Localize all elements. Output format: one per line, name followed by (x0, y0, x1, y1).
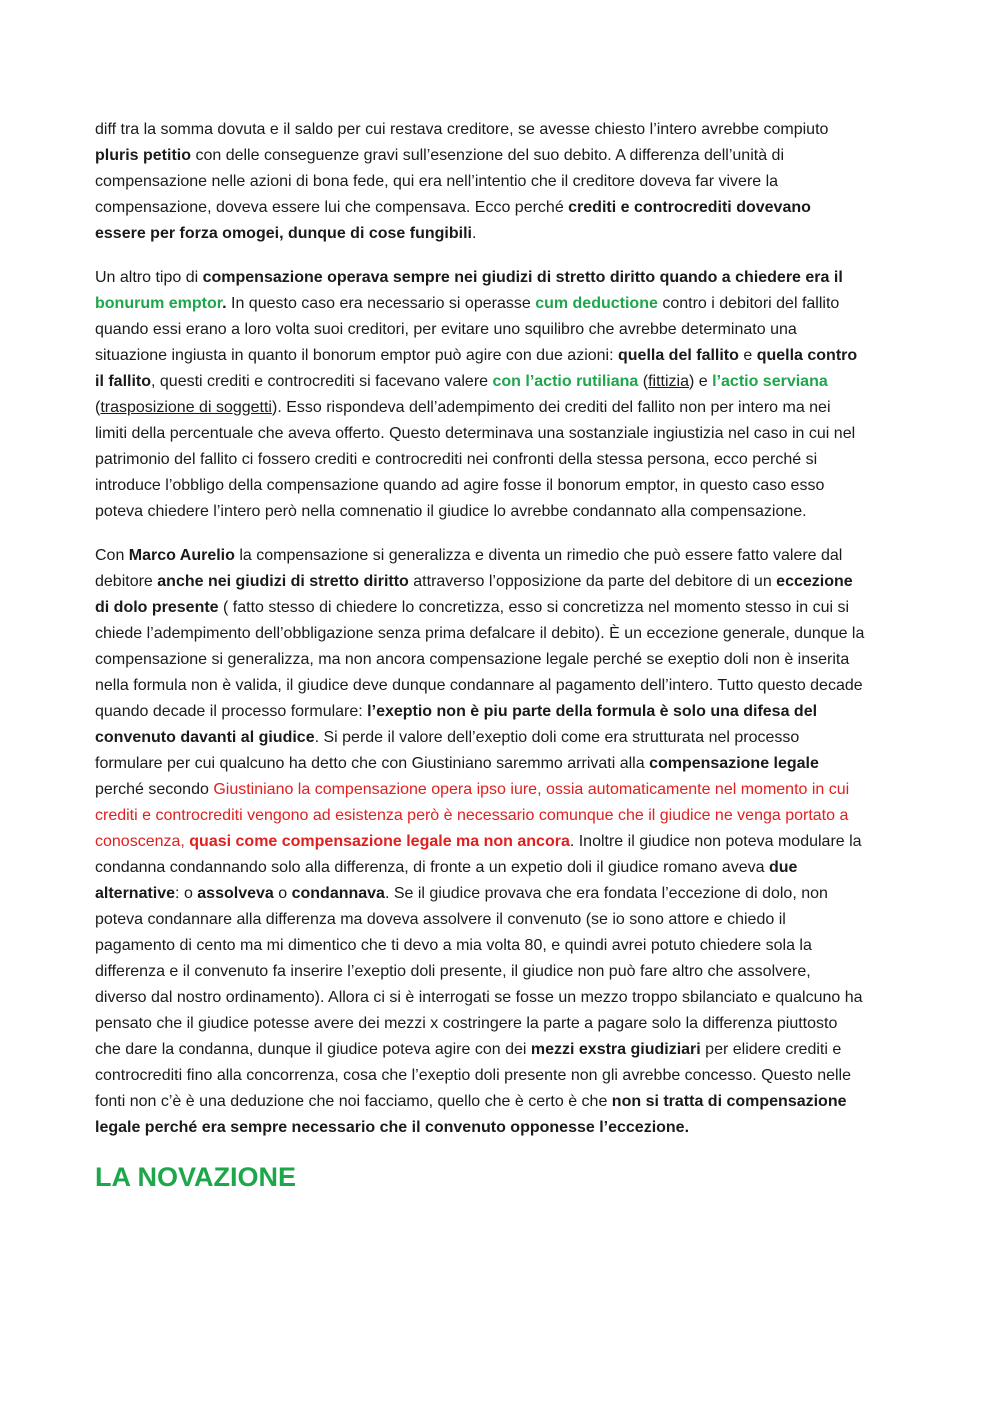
text-run: ) e (689, 373, 713, 390)
text-run: quella contro il fallito (95, 347, 858, 390)
text-run: In questo caso era necessario si operasse (226, 295, 536, 312)
text-run: non si tratta di compensazione legale perché era sempre necessario che il convenuto opponesse l’eccezione. (95, 1093, 847, 1136)
text-run: assolveva (197, 885, 274, 902)
text-run: trasposizione di soggetti (100, 399, 272, 416)
text-run: l’actio serviana (712, 373, 828, 390)
text-run: fittizia (648, 373, 689, 390)
text-run: con l’actio rutiliana (492, 373, 639, 390)
text-run: compensazione operava sempre nei giudizi di stretto diritto quando a chiedere era il (202, 269, 843, 286)
text-run: con delle conseguenze gravi sull’esenzione del suo debito. A differenza dell’unità di compensazione nelle azioni di bona fede, qui era nell’intentio che il creditore doveva far vivere la compensazione, doveva essere lui che compensava. Ecco perché (95, 147, 784, 216)
text-run: cum deductione (535, 295, 658, 312)
text-run: . Si perde il valore dell’exeptio doli come era strutturata nel processo formulare per cui qualcuno ha detto che con Giustiniano saremmo arrivati alla (95, 729, 800, 772)
text-run: due alternative (95, 859, 798, 902)
text-run: diff tra la somma dovuta e il saldo per cui restava creditore, se avesse chiesto l’intero avrebbe compiuto (95, 121, 829, 138)
text-run: perché secondo (95, 781, 214, 798)
text-run: . Inoltre il giudice non poteva modulare la condanna condannando solo alla differenza, di fronte a un expetio doli il giudice romano aveva (95, 833, 862, 876)
text-run: l’exeptio non è piu parte della formula è solo una difesa del convenuto davanti al giudice (95, 703, 818, 746)
text-run: . (222, 295, 227, 312)
text-run: compensazione legale (649, 755, 819, 772)
text-run: pluris petitio (95, 147, 191, 164)
text-run: la compensazione si generalizza e diventa un rimedio che può essere fatto valere dal debitore (95, 547, 843, 590)
text-run: Un altro tipo di (95, 269, 203, 286)
text-run: ( (638, 373, 649, 390)
text-run: : o (175, 885, 198, 902)
text-run: per elidere crediti e controcrediti fino alla concorrenza, cosa che l’exeptio doli presente non gli avrebbe concesso. Questo nelle fonti non c’è è una deduzione che noi facciamo, quello che è certo è che (95, 1041, 851, 1110)
text-run: attraverso l’opposizione da parte del debitore di un (408, 573, 777, 590)
text-run: e (738, 347, 757, 364)
text-run: quasi come compensazione legale ma non ancora (189, 833, 570, 850)
text-run: bonurum emptor (95, 295, 223, 312)
text-run: o (273, 885, 292, 902)
text-run: contro i debitori del fallito quando essi erano a loro volta suoi creditori, per evitare uno squilibro che avrebbe determinato una situazione ingiusta in quanto il bonorum emptor può agire con due azioni: (95, 295, 840, 364)
text-run: mezzi exstra giudiziari (530, 1041, 701, 1058)
text-run: . Se il giudice provava che era fondata l’eccezione di dolo, non poteva condannare alla differenza ma doveva assolvere il convenuto (se io sono attore e chiedo il pagamento di cento ma mi dimentico che ti devo a mia volta 80, e quindi avrei potuto chiedere sola la differenza e il convenuto fa inserire l’exeptio doli presente, il giudice non può fare altro che assolvere, diverso dal nostro ordinamento). Allora ci si è interrogati se fosse un mezzo troppo sbilanciato e qualcuno ha pensato che il giudice potesse avere dei mezzi x costringere la parte a pagare solo la differenza piuttosto che dare la condanna, dunque il giudice poteva agire con dei (95, 885, 863, 1058)
text-run: Con (95, 547, 129, 564)
section-heading: LA NOVAZIONE (95, 1162, 296, 1192)
text-run: Marco Aurelio (128, 547, 235, 564)
text-run: ( (95, 399, 101, 416)
text-run: anche nei giudizi di stretto diritto (157, 573, 409, 590)
paragraph-marco-aurelio (95, 543, 865, 1141)
text-run: Giustiniano la compensazione opera ipso iure, ossia automaticamente nel momento in cui crediti e controcrediti vengono ad esistenza però è necessario comunque che il giudice ne venga portato a conoscenza, (95, 781, 850, 850)
text-run: quella del fallito (618, 347, 739, 364)
paragraph-pluris-petitio (95, 117, 865, 247)
paragraph-bonorum-emptor (95, 265, 865, 525)
text-run: eccezione di dolo presente (95, 573, 853, 616)
text-run: . (471, 225, 477, 242)
document-page (95, 117, 865, 1195)
text-run: crediti e controcrediti dovevano essere per forza omogei, dunque di cose fungibili (95, 199, 811, 242)
text-run: ). Esso rispondeva dell’adempimento dei crediti del fallito non per intero ma nei limiti della percentuale che aveva offerto. Questo determinava una sostanziale ingiustizia nel caso in cui nel patrimonio del fallito ci fossero crediti e controcrediti nei confronti della stessa persona, ecco perché si introduce l’obbligo della compensazione quando ad agire fosse il bonorum emptor, in questo caso esso poteva chiedere l’intero però nella comnenatio il giudice lo avrebbe condannato alla compensazione. (95, 399, 856, 520)
text-run: ( fatto stesso di chiedere lo concretizza, esso si concretizza nel momento stesso in cui si chiede l’adempimento dell’obbligazione senza prima defalcare il debito). È un eccezione generale, dunque la compensazione si generalizza, ma non ancora compensazione legale perché se exeptio doli non è inserita nella formula non è valida, il giudice deve dunque condannare al pagamento dell’intero. Tutto questo decade quando decade il processo formulare: (95, 599, 865, 720)
text-run: condannava (291, 885, 385, 902)
text-run: , questi crediti e controcrediti si facevano valere (151, 373, 493, 390)
